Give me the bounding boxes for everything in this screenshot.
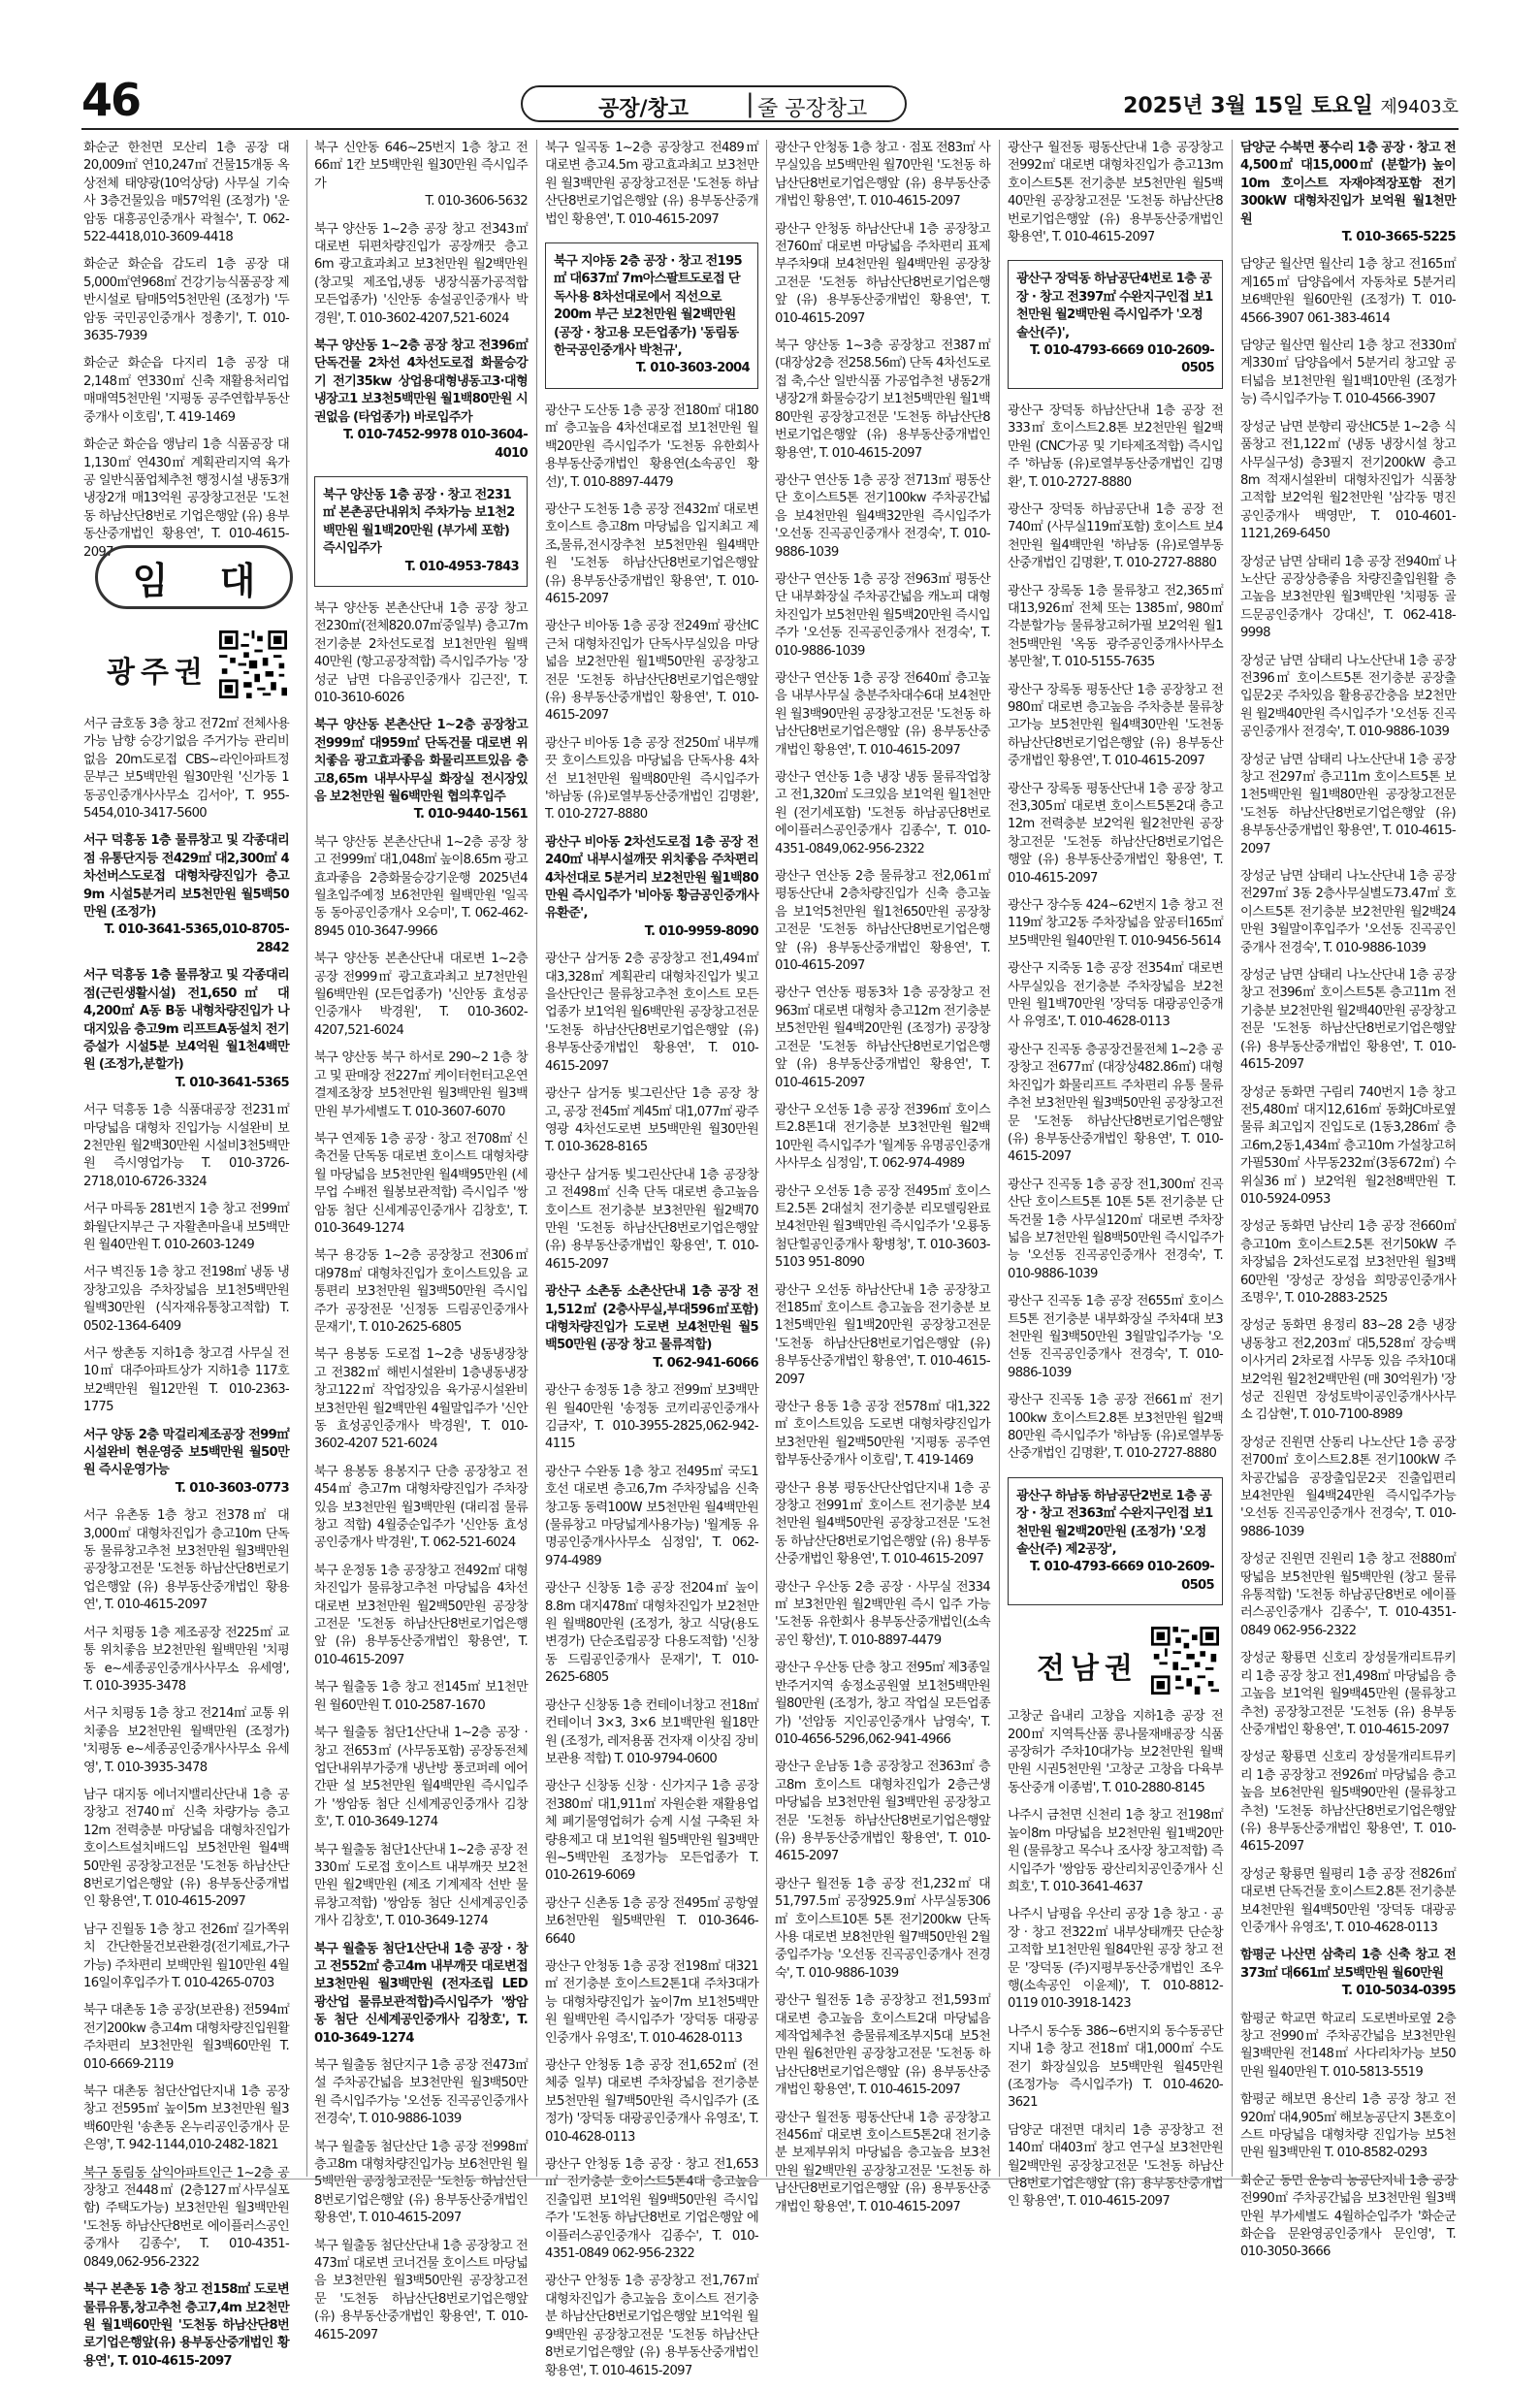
ad-phone: T. 062-941-6066 bbox=[653, 1355, 758, 1371]
classified-ad-bold bbox=[83, 1427, 289, 1499]
classified-ad: 광산구 장덕동 하남공단내 1층 공장 전740㎡ (사무실119㎡포함) 호이스트 보4천만원 월4백만원 '하남동 (유)로열부동산중개법인 김명환', T. 010-2727-8880 bbox=[1008, 501, 1223, 571]
classified-ad: 장성군 남면 분향리 광산IC5분 1~2층 식품창고 전1,122㎡ (냉동 냉장시설 창고 사무실구성) 층3필지 전기200kW 층고8m 적재시설완비 대형차진입가 식품창고적합 보2억원 월2천만원 '삼각동 명진공인중개사 백영만', T. 010-4601-1121,269-6450 bbox=[1240, 419, 1456, 542]
classified-ad: 장성군 황룡면 신호리 장성물개리트뮤키리 1층 공장창고 전926㎡ 마당넓음 층고높음 보6천만원 월5백90만원 (물류창고추천) '도천동 하남산단8번로기업은행앞 (유) 용부동산중개법인 황용연', T. 010-4615-2097 bbox=[1240, 1750, 1456, 1855]
classified-ad-bold bbox=[545, 1283, 758, 1373]
ad-text: 북구 양산동 1층 공장 · 창고 전231㎡ 본촌공단내위치 주차가능 보1천2백만원 월1백20만원 (부가세 포함) 즉시입주가 bbox=[323, 487, 515, 557]
classified-ad: 북구 월출동 첨단지구 1층 공장 전473㎡ 설 주차공간넓음 보3천만원 월3백50만원 즉시입주가능 '오선동 진곡공인중개사 전경숙', T. 010-9886-1039 bbox=[314, 2058, 528, 2127]
ad-text: 광산구 소촌동 소촌산단내 1층 공장 전1,512㎡ (2층사무실,부대596㎡포함) 대형차량진입가 도로변 보4천만원 월5백50만원 (공장 창고 물류적합) bbox=[545, 1284, 758, 1353]
boxed-ad bbox=[1008, 1477, 1223, 1605]
classified-ad: 광산구 비아동 1층 공장 전249㎡ 광산IC근처 대형차진입가 단독사무실있음 마당넓음 보2천만원 월1백50만원 공장창고전문 '도천동 하남산단8번로기업은행앞 (유) 용부동산중개법인 황용연', T. 010-4615-2097 bbox=[545, 619, 758, 724]
issue-date bbox=[1123, 89, 1459, 119]
classified-ad: 함평군 학교면 학교리 도로변바로옆 2층 창고 전990㎡ 주차공간넓음 보3천만원 월3백만원 전148㎡ 사다리차가능 보50만원 월40만원 T. 010-5813-5519 bbox=[1240, 2011, 1456, 2080]
ad-phone: T. 010-3641-5365 bbox=[175, 1075, 289, 1090]
classified-ad: 북구 대촌동 첨단산업단지내 1층 공장창고 전595㎡ 높이5m 보3천만원 월3백60만원 '송촌동 온누리공인중개사 문은영', T. 942-1144,010-2482-1821 bbox=[83, 2084, 289, 2153]
classified-ad: 광산구 연산동 1층 공장 전963㎡ 평동산단 내부화장실 주차공간넓음 캐노피 대형차진입가 보5천만원 월5백20만원 즉시입주가 '오선동 진곡공인중개사 전경숙', T. 010-9886-1039 bbox=[775, 571, 990, 659]
classified-ad: 광산구 월전동 평동산단내 1층 공장창고 전456㎡ 대로변 호이스트5톤2대 전기충분 보제부위치 마당넓음 층고높음 보3천만원 월2백만원 공장창고전문 '도천동 하남산단8번로기업은행앞 (유) 용부동산중개법인 황용연', T. 010-4615-2097 bbox=[775, 2110, 990, 2214]
classified-ad-bold bbox=[314, 338, 528, 463]
page-number: 46 bbox=[81, 74, 141, 126]
classified-ad: 광산구 용동 1층 공장 전578㎡ 대1,322㎡ 호이스트있음 도로변 대형차량진입가 보3천만원 월2백50만원 '지평동 공주연합부동산중개사 이호림', T. 419-1469 bbox=[775, 1400, 990, 1469]
ad-phone: T. 010-3641-5365,010-8705-2842 bbox=[104, 922, 289, 955]
classified-ad: 장성군 동화면 구림리 740번지 1층 창고 전5,480㎡ 대지12,616㎡ 동화JC바로옆 물류 최고입지 진입도로 (1동3,286㎡ 층고6m,2동1,434㎡ 층고10m 가설창고허가필530㎡ 사무동232㎡(3동672㎡) 수위실36㎡) 보2억원 월2천8백만원 T. 010-5924-0953 bbox=[1240, 1084, 1456, 1207]
classified-ad-bold: 북구 월출동 첨단1산단내 1층 공장 · 창고 전552㎡ 층고4m 내부깨끗 대로변접 보3천만원 월3백만원 (전자조립 LED 광산업 물류보관적합)즉시입주가 '쌍암동 첨단 신세계공인중개사 김창호', T. 010-3649-1274 bbox=[314, 1941, 528, 2046]
classified-ad: 화순군 화순읍 앵남리 1층 식품공장 대1,130㎡ 연430㎡ 계획관리지역 육가공 일반식품업체추천 행정시설 냉동3개 냉장2개 매13억원 공장창고전문 '도천동 하남산단8번로 기업은행앞 (유) 용부동산중개법인 황용연', T. 010-4615-2097 bbox=[83, 437, 289, 560]
classified-ad: 북구 연제동 1층 공장 · 창고 전708㎡ 신축건물 단독동 대로변 호이스트 대형차량 월 마당넓음 보5천만원 월4백95만원 (세무업 수배전 월봉보관적합) 즉시입주 '쌍암동 첨단 신세계공인중개사 김창호', T. 010-3649-1274 bbox=[314, 1131, 528, 1236]
classified-ad: 나주시 금천면 신천리 1층 창고 전198㎡ 높이8m 마당넓음 보2천만원 월1백20만원 (물류창고 목수나 조사장 창고적합) 즉시입주가 '쌍암동 광산리치공인중개사 신희호', T. 010-3641-4637 bbox=[1008, 1808, 1223, 1894]
classified-ad: 북구 월출동 첨단산단내 1층 공장창고 전473㎡ 대로변 코너건물 호이스트 마당넓음 보3천만원 월3백50만원 공장창고전문 '도천동 하남산단8번로기업은행앞 (유) 용부동산중개법인 황용연', T. 010-4615-2097 bbox=[314, 2238, 528, 2342]
classified-ad-bold bbox=[1240, 1947, 1456, 2000]
classified-ad: 서구 쌍촌동 지하1층 창고겸 사무실 전10㎡ 대주아파트상가 지하1층 117호 보2백만원 월12만원 T. 010-2363-1775 bbox=[83, 1346, 289, 1415]
classified-ad: 장성군 남면 삼태리 1층 공장 전940㎡ 나노산단 공장상층좋음 차량진출입원활 층고높음 보3천만원 월3백만원 '치평동 골드문공인중개사 강대신', T. 062-418-9998 bbox=[1240, 554, 1456, 641]
classified-ad: 장성군 황룡면 신호리 장성물개리트뮤키리 1층 공장 창고 전1,498㎡ 마당넓음 층고높음 보1억원 월9백45만원 (물류창고추천) 공장창고전문 '도천동 (유) 용부동산중개법인 황용연', T. 010-4615-2097 bbox=[1240, 1651, 1456, 1737]
classified-ad: 서구 금호동 3층 창고 전72㎡ 전체사용가능 남향 승강기없음 주거가능 관리비없음 20m도로접 CBS~라인아파트정문부근 보5백만원 월30만원 '신가동 1동공인중개사사무소 김서아', T. 955-5454,010-3417-5600 bbox=[83, 717, 289, 822]
classified-ad: 광산구 비아동 1층 공장 전250㎡ 내부깨끗 호이스트있음 마당넓음 단독사용 4차선 보1천만원 월백80만원 즉시입주가 '하남동 (유)로열부동산중개법인 김명환', T. 010-2727-8880 bbox=[545, 735, 758, 823]
region-heading-jeonnam: 전남권 bbox=[1037, 1652, 1139, 1687]
classified-ad: 북구 용봉동 용봉지구 단층 공장창고 전454㎡ 층고7m 대형차량진입가 주차장있음 보3천만원 월3백만원 (대리점 물류창고 적합) 4월중순입주가 '신안동 효성공인중개사 박경원', T. 062-521-6024 bbox=[314, 1464, 528, 1551]
classified-ad: 광산구 연산동 1층 냉장 냉동 물류작업창고 전1,320㎡ 도크있음 보1억원 월1천만원 (전기세포함) '도천동 하남공단8번로 에이플러스공인중개사 김종수', T. 010-4351-0849,062-956-2322 bbox=[775, 770, 990, 856]
boxed-ad bbox=[1008, 260, 1223, 388]
classified-ad: 북구 월출동 1층 창고 전145㎡ 보1천만원 월60만원 T. 010-2587-1670 bbox=[314, 1680, 528, 1713]
classified-ad: 남구 진월동 1층 창고 전26㎡ 길가쪽위치 간단한물건보관환경(전기제료,가구가능) 주차편리 보백만원 월10만원 4월16일이후입주가 T. 010-4265-0703 bbox=[83, 1922, 289, 1990]
classified-ad: 광산구 안청동 하남산단내 1층 공장창고 전760㎡ 대로변 마당넓음 주차편리 표제부주차9대 보4천만원 월4백만원 공장창고전문 '도천동 하남산단8번로기업은행앞 (유) 용부동산중개법인 황용연', T. 010-4615-2097 bbox=[775, 221, 990, 326]
ad-column-1b bbox=[83, 716, 289, 2380]
section-title: 공장/창고 bbox=[598, 97, 690, 121]
rent-section-badge: 임 대 bbox=[95, 545, 293, 609]
classified-ad: 광산구 장록동 평동산단내 1층 공장 창고 전3,305㎡ 대로변 호이스트5톤2대 층고12m 전력충분 보2억원 월2천만원 공장창고전문 '도천동 하남산단8번로기업은행앞 (유) 용부동산중개법인 황용연', T. 010-4615-2097 bbox=[1008, 781, 1223, 886]
classified-ad: 북구 대촌동 1층 공장(보관용) 전594㎡ 전기200kw 층고4m 대형차량진입원활 주차편리 보3천만원 월3백60만원 T. 010-6669-2119 bbox=[83, 2003, 289, 2072]
ad-text: 서구 덕흥동 1층 물류창고 및 각종대리점(근린생활시설) 전1,650㎡ 대4,200㎡ A동 B동 내형차량진입가 나대지있음 층고9m 리프트A동설치 전기증설가 시설5분 보4억원 월1천4백만원 (조정가,분할가) bbox=[83, 968, 289, 1073]
ad-column-3 bbox=[545, 140, 758, 2390]
classified-ad: 서구 치평동 1층 제조공장 전225㎡ 교통 위치좋음 보2천만원 월백만원 '치평동 e~세종공인중개사사무소 유세영', T. 010-3935-3478 bbox=[83, 1625, 289, 1694]
ad-text: 담양군 수북면 풍수리 1층 공장 · 창고 전4,500㎡ 대15,000㎡ (분할가) 높이10m 호이스트 자재야적장포함 전기300kW 대형차진입가 보억원 월1천만원 bbox=[1240, 141, 1456, 227]
classified-ad: 장성군 남면 삼태리 나노산단내 1층 공장 전297㎡ 3동 2층사무실별도73.47㎡ 호이스트5톤 전기충분 보2천만원 월2백24만원 3월말이후입주가 '오선동 진곡공인중개사 전경숙', T. 010-9886-1039 bbox=[1240, 869, 1456, 955]
classified-ad: 광산구 진곡동 1층 공장 전661㎡ 전기100kw 호이스트2.8톤 보3천만원 월2백80만원 즉시입주가 '하남동 (유)로열부동산중개법인 김명환', T. 010-2727-8880 bbox=[1008, 1393, 1223, 1462]
classified-ad: 화순군 한천면 모산리 1층 공장 대20,009㎡ 연10,247㎡ 건물15개동 옥상전체 태양광(10억상당) 사무실 기숙사 3층건물있음 매57억원 (조정가) '운암동 대흥공인중개사 곽철수', T. 062-522-4418,010-3609-4418 bbox=[83, 141, 289, 245]
ad-text: 서구 덕흥동 1층 물류창고 및 각종대리점 유통단지등 전429㎡ 대2,300㎡ 4차선버스도로접 대형차량진입가 층고9m 시설5분거리 보5천만원 월5백50만원 (조정가) bbox=[83, 833, 289, 920]
classified-ad-bold bbox=[1240, 140, 1456, 246]
boxed-ad bbox=[314, 476, 528, 587]
classified-ad: 광산구 용봉 평동산단산업단지내 1층 공장창고 전991㎡ 호이스트 전기충분 보4천만원 월4백50만원 공장창고전문 '도천동 하남산단8번로기업은행앞 (유) 용부동산중개법인 황용연', T. 010-4615-2097 bbox=[775, 1480, 990, 1567]
classified-ad: 북구 월출동 첨단1산단내 1~2층 공장 · 창고 전653㎡ (사무동포함) 공장동전체업단내위부가중개 냉난방 풍코퍼레 에어간판 설 보5천만원 월4백만원 즉시입주가 '쌍암동 첨단 신세계공인중개사 김창호', T. 010-3649-1274 bbox=[314, 1726, 528, 1830]
ad-phone: T. 010-4793-6669 010-2609-0505 bbox=[1029, 343, 1214, 376]
region-heading-gwangju: 광주권 bbox=[107, 656, 209, 690]
classified-ad: 광산구 오선동 1층 공장 전396㎡ 호이스트2.8톤1대 전기충분 보3천만원 월2백10만원 즉시입주가 '월계동 유명공인중개사사무소 심정임', T. 062-974-4989 bbox=[775, 1102, 990, 1172]
classified-ad: 북구 용강동 1~2층 공장창고 전306㎡ 대978㎡ 대형차진입가 호이스트있음 교통편리 보3천만원 월3백50만원 즉시입주가 공장전문 '신정동 드림공인중개사 문재기', T. 010-2625-6805 bbox=[314, 1248, 528, 1335]
classified-ad: 광산구 연산동 1층 공장 전713㎡ 평동산단 호이스트5톤 전기100kw 주차공간넓음 보4천만원 월4백32만원 즉시입주가 '오선동 진곡공인중개사 전경숙', T. 010-9886-1039 bbox=[775, 472, 990, 560]
classified-ad: 광산구 송정동 1층 창고 전99㎡ 보3백만원 월40만원 '송정동 코끼리공인중개사 김금자', T. 010-3955-2825,062-942-4115 bbox=[545, 1383, 758, 1452]
classified-ad: 광산구 안청동 1층 공장 전1,652㎡ (전체중 일부) 대로변 주차장넓음 전기충분 보5천만원 월7백50만원 즉시입주가 (조정가) '장덕동 대광공인중개사 유영조', T. 010-4628-0113 bbox=[545, 2058, 758, 2145]
classified-ad: 고창군 읍내리 고창읍 지하1층 공장 전200㎡ 지역특산품 콩나물재배공장 식품공장허가 주차10대가능 보2천만원 월백만원 시권5천만원 '고창군 고창읍 다육부동산중개 이종범', T. 010-2880-8145 bbox=[1008, 1709, 1223, 1795]
classified-ad: 광산구 진곡동 1층 공장 전655㎡ 호이스트5톤 전기충분 내부화장실 주차4대 보3천만원 월3백50만원 3월말입주가능 '오선동 진곡공인중개사 전경숙', T. 010-9886-1039 bbox=[1008, 1294, 1223, 1380]
classified-ad: 화순군 동면 운농리 농공단지내 1층 공장 전990㎡ 주차공간넓음 보3천만원 월3백만원 부가세별도 4월하순입주가 '화순군 화순읍 문완영공인중개사 문인영', T. 010-3050-3666 bbox=[1240, 2173, 1456, 2260]
classified-ad: 광산구 월전동 1층 공장 전1,232㎡ 대51,797.5㎡ 공장925.9㎡ 사무실동306㎡ 호이스트10톤 5톤 전기200kw 단독사용 대로변 보8천만원 월7백50만원 2월중입주가능 '오선동 진곡공인중개사 전경숙', T. 010-9886-1039 bbox=[775, 1876, 990, 1981]
classified-ad: 담양군 월산면 월산리 1층 창고 전330㎡ 계330㎡ 담양읍에서 5분거리 창고앞 공터넓음 보1천만원 월1백10만원 (조정가능) 즉시입주가능 T. 010-4566-3907 bbox=[1240, 339, 1456, 407]
classified-ad: 서구 덕흥동 1층 식품대공장 전231㎡ 마당넓음 대형차 진입가능 시설완비 보2천만원 월2백30만원 시설비3천5백만원 즉시영업가능 T. 010-3726-2718,010-6726-3324 bbox=[83, 1103, 289, 1189]
ad-column-2 bbox=[314, 140, 528, 2354]
classified-ad: 북구 월출동 첨단산단 1층 공장 전998㎡ 층고8m 대형차량진입가능 보6천만원 월5백만원 공장창고전문 '도천동 하남산단8번로기업은행앞 (유) 용부동산중개법인 황용연', T. 010-4615-2097 bbox=[314, 2139, 528, 2226]
ad-phone: T. 010-3603-0773 bbox=[175, 1480, 289, 1496]
ad-text: 북구 양산동 1~2층 공장 창고 전396㎡ 단독건물 2차선 4차선도로접 화물승강기 전기35kw 상업용대형냉동고3·대형냉장고1 보3천5백만원 월1백80만원 시권없음 (타업종가) 바로입주가 bbox=[314, 339, 528, 425]
classified-ad: 광산구 신창동 신창 · 신가지구 1층 공장 전380㎡ 대1,911㎡ 자원순환 재활용업체 폐기물영업허가 승계 시설 구축된 차량용제고 대 보1억원 월5백만원 월3백만원~5백만원 조정가능 모든업종가 T. 010-2619-6069 bbox=[545, 1779, 758, 1884]
classified-ad: 광산구 삼거동 빛그린산단내 1층 공장창고 전498㎡ 신축 단독 대로변 층고높음 호이스트 전기충분 보3천만원 월2백70만원 '도천동 하남산단8번로기업은행앞 (유) 용부동산중개법인 황용연', T. 010-4615-2097 bbox=[545, 1167, 758, 1272]
classified-ad: 광산구 도산동 1층 공장 전180㎡ 대180㎡ 층고높음 4차선대로접 보1천만원 월백20만원 즉시입주가 '도천동 유한회사 용부동산중개법인 황용연(소속공인 황선)', T. 010-8897-4479 bbox=[545, 403, 758, 490]
classified-ad: 광산구 진곡동 1층 공장 전1,300㎡ 진곡산단 호이스트5톤 10톤 5톤 전기충분 단독건물 1층 사무실120㎡ 대로변 주차장넓음 보7천만원 월8백50만원 즉시입주가능 '오선동 진곡공인중개사 전경숙', T. 010-9886-1039 bbox=[1008, 1177, 1223, 1281]
ad-phone: T. 010-3606-5632 bbox=[425, 194, 528, 210]
column-divider bbox=[1232, 140, 1233, 2177]
classified-ad: 광산구 월전동 평동산단내 1층 공장창고 전992㎡ 대로변 대형차진입가 층고13m 호이스트5톤 전기충분 보5천만원 월5백40만원 공장창고전문 '도천동 하남산단8번로기업은행앞 (유) 용부동산중개법인 황용연', T. 010-4615-2097 bbox=[1008, 141, 1223, 245]
classified-ad: 광산구 오선동 1층 공장 전495㎡ 호이스트2.5톤 2대설치 전기충분 리모델링완료 보4천만원 월3백만원 즉시입주가 '오룡동 첨단힐공인중개사 황병청', T. 010-3603-5103 951-8090 bbox=[775, 1183, 990, 1271]
classified-ad: 남구 대지동 에너지밸리산단내 1층 공장창고 전740㎡ 신축 차량가능 층고12m 전력충분 마당넓음 대형차진입가 호이스트설치배드임 보5천만원 월4백50만원 공장창고전문 '도천동 하남산단8번로기업은행앞 (유) 용부동산중개법인 황용연', T. 010-4615-2097 bbox=[83, 1787, 289, 1910]
classified-ad: 광산구 장록동 평동산단 1층 공장창고 전980㎡ 대로변 층고높음 주차충분 물류창고가능 보5천만원 월4백30만원 '도천동 하남산단8번로기업은행앞 (유) 용부동산중개법인 황용연', T. 010-4615-2097 bbox=[1008, 682, 1223, 769]
classified-ad: 장성군 진원면 진원리 1층 창고 전880㎡ 땅넓음 보5천만원 월5백만원 (창고 물류 유통적합) '도천동 하남공단8번로 에이플러스공인중개사 김종수', T. 010-4351-0849 062-956-2322 bbox=[1240, 1552, 1456, 1638]
classified-ad-bold bbox=[545, 834, 758, 941]
classified-ad: 광산구 지죽동 1층 공장 전354㎡ 대로변 사무실있음 전기충분 주차장넓음 보2천만원 월1백70만원 '장덕동 대광공인중개사 유영조', T. 010-4628-0113 bbox=[1008, 961, 1223, 1030]
classified-ad: 북구 용봉동 도로접 1~2층 냉동냉장창고 전382㎡ 해빈시설완비 1층냉동냉장창고122㎡ 작업장있음 육가공시설완비 보3천만원 월2백만원 4월말입주가 '신안동 효성공인중개사 박경원', T. 010-3602-4207 521-6024 bbox=[314, 1347, 528, 1452]
classified-ad: 광산구 장덕동 하남산단내 1층 공장 전333㎡ 호이스트2.8톤 보2천만원 월2백만원 (CNC가공 및 기타제조적합) 즉시입주 '하남동 (유)로열부동산중개법인 김명환', T. 010-2727-8880 bbox=[1008, 403, 1223, 490]
classified-ad: 북구 양산동 1~2층 공장 창고 전343㎡ 대로변 뒤편차량진입가 공장깨끗 층고6m 광고효과최고 보3천만원 월2백만원 (창고및 제조업,냉동 냉장식품가공적합 모든업종가) '신안동 송설공인중개사 박경원', T. 010-3602-4207,521-6024 bbox=[314, 221, 528, 326]
classified-ad: 광산구 장록동 1층 물류창고 전2,365㎡ 대13,926㎡ 전체 또는 1385㎡, 980㎡ 각분할가능 물류창고허가필 보2억원 월1천5백만원 '옥동 광주공인중개사사무소 봉만철', T. 010-5155-7635 bbox=[1008, 583, 1223, 670]
classified-ad: 서구 벽진동 1층 창고 전198㎡ 냉동 냉장창고있음 주차장넓음 보1천5백만원 월백30만원 (식자재유통창고적합) T. 0502-1364-6409 bbox=[83, 1265, 289, 1334]
classified-ad: 장성군 황룡면 월평리 1층 공장 전826㎡ 대로변 단독건물 호이스트2.8톤 전기충분 보4천만원 월4백50만원 '장덕동 대광공인중개사 유영조', T. 010-4628-0113 bbox=[1240, 1866, 1456, 1935]
classified-ad: 서구 유촌동 1층 창고 전378㎡ 대3,000㎡ 대형차진입가 층고10m 단독동 물류창고추천 보3천만원 월3백만원 공장창고전문 '도천동 하남산단8번로기업은행앞 (유) 용부동산중개법인 황용연', T. 010-4615-2097 bbox=[83, 1508, 289, 1613]
ad-phone: T. 010-3665-5225 bbox=[1341, 230, 1456, 245]
ad-phone: T. 010-7452-9978 010-3604-4010 bbox=[342, 428, 528, 461]
ad-phone: T. 010-9959-8090 bbox=[644, 923, 758, 939]
boxed-ad bbox=[545, 242, 758, 389]
classified-ad: 장성군 동화면 용정리 83~28 2층 냉장냉동창고 전2,203㎡ 대5,528㎡ 장승백이사거리 2차로접 사무동 있음 주차10대 보2억원 월2천2백만원 (매 30억원가) '장성군 진원면 장성토박이공인중개사사무소 김삼현', T. 010-7100-8989 bbox=[1240, 1318, 1456, 1423]
classified-ad: 광산구 삼거동 빛그린산단 1층 공장 창고, 공장 전45㎡ 계45㎡ 대1,077㎡ 광주영광 4차선도로변 보5백만원 월30만원 T. 010-3628-8165 bbox=[545, 1086, 758, 1155]
classified-ad: 광산구 안청동 1층 공장창고 전1,767㎡ 대형차진입가 층고높음 호이스트 전기충분 하남산단8번로기업은행앞 보1억원 월9백만원 공장창고전문 '도천동 하남산단8번로기업은행앞 (유) 용부동산중개법인 황용연', T. 010-4615-2097 bbox=[545, 2274, 758, 2378]
classified-ad: 광산구 우산동 단층 창고 전95㎡ 제3종일반주거지역 송정소공원옆 보1천5백만원 월80만원 (조정가, 창고 작업실 모든업종가) '선암동 지인공인중개사 남영숙', T. 010-4656-5296,062-941-4966 bbox=[775, 1661, 990, 1747]
classified-ad: 광산구 삼거동 2층 공장창고 전1,494㎡ 대3,328㎡ 계획관리 대형차진입가 빛고을산단인근 물류창고추천 호이스트 모든업종가 보1억원 월6백만원 공장창고전문 '도천동 하남산단8번로기업은행앞 (유) 용부동산중개법인 황용연', T. 010-4615-2097 bbox=[545, 952, 758, 1074]
issue-number: 제9403호 bbox=[1380, 97, 1459, 117]
classified-ad: 광산구 연산동 2층 물류창고 전2,061㎡ 평동산단내 2층차량진입가 신축 층고높음 보1억5천만원 월1천650만원 공장창고전문 '도천동 하남산단8번로기업은행앞 (유) 용부동산중개법인 황용연', T. 010-4615-2097 bbox=[775, 869, 990, 974]
date-text: 2025년 3월 15일 토요일 bbox=[1123, 94, 1373, 118]
classified-ad-bold bbox=[83, 967, 289, 1092]
classified-ad: 함평군 해보면 용산리 1층 공장 창고 전920㎡ 대4,905㎡ 해보농공단지 3톤호이스트 마당넓음 대형차량 진입가능 보5천만원 월3백만원 T. 010-8582-0293 bbox=[1240, 2092, 1456, 2161]
classified-ad-bold: 북구 본촌동 1층 창고 전158㎡ 도로변 물류유통,창고추천 층고7,4m 보2천만원 월1백60만원 '도천동 하남산단8번로기업은행앞(유) 용부동산중개법인 황용연', T. 010-4615-2097 bbox=[83, 2282, 289, 2369]
ad-text: 북구 양산동 본촌산단 1~2층 공장창고 전999㎡ 대959㎡ 단독건물 대로변 위치좋음 광고효과좋음 화물리프트있음 층고8,65m 내부사무실 화장실 전시장있음 보2천만원 월6백만원 협의후입주 bbox=[314, 718, 528, 804]
classified-ad: 광산구 우산동 2층 공장 · 사무실 전334㎡ 보3천만원 월2백만원 즉시 입주 가능 '도천동 유한회사 용부동산중개법인(소속공인 황선)', T. 010-8897-4479 bbox=[775, 1579, 990, 1648]
section-subtitle: 줄 공장창고 bbox=[757, 97, 868, 121]
classified-ad: 북구 양산동 본촌산단내 1층 공장 창고 전230㎡(전체820.07㎡중일부) 층고7m 전기충분 2차선도로접 보1천만원 월백40만원 (항고공장적합) 즉시입주가능 '장성군 남면 다음공인중개사 김근진', T. 010-3610-6026 bbox=[314, 600, 528, 705]
classified-ad: 북구 운정동 1층 공장창고 전492㎡ 대형차진입가 물류창고추천 마당넓음 4차선대로변 보3천만원 월2백50만원 공장창고전문 '도천동 하남산단8번로기업은행앞 (유) 용부동산중개법인 황용연', T. 010-4615-2097 bbox=[314, 1563, 528, 1667]
ad-text: 광산구 장덕동 하남공단4번로 1층 공장 · 창고 전397㎡ 수완지구인접 보1천만원 월2백만원 즉시입주가 '오정솔산(주)', bbox=[1016, 272, 1213, 340]
ad-phone: T. 010-4793-6669 010-2609-0505 bbox=[1029, 1560, 1214, 1593]
classified-ad-bold bbox=[83, 832, 289, 957]
classified-ad: 장성군 남면 삼태리 나노산단내 1층 공장창고 전297㎡ 층고11m 호이스트5톤 보1천5백만원 월1백80만원 공장창고전문 '도천동 하남산단8번로기업은행앞 (유) 용부동산중개법인 황용연', T. 010-4615-2097 bbox=[1240, 752, 1456, 856]
classified-ad: 광산구 오선동 하남산단내 1층 공장창고 전185㎡ 호이스트 층고높음 전기충분 보1천5백만원 월1백20만원 공장창고전문 '도천동 하남산단8번로기업은행앞 (유) 용부동산중개법인 황용연', T. 010-4615-2097 bbox=[775, 1282, 990, 1387]
qr-code-gwangju bbox=[219, 630, 287, 698]
classified-ad: 화순군 화순읍 다지리 1층 공장 대2,148㎡ 연330㎡ 신축 재활용처리업 매매역5천만원 '지평동 공주연합부동산중개사 이호림', T. 419-1469 bbox=[83, 356, 289, 425]
column-divider bbox=[306, 140, 307, 2177]
classified-ad: 광산구 연산동 1층 공장 전640㎡ 층고높음 내부사무실 충분주차대수6대 보4천만원 월3백90만원 공장창고전문 '도천동 하남산단8번로기업은행앞 (유) 용부동산중개법인 황용연', T. 010-4615-2097 bbox=[775, 670, 990, 758]
classified-ad: 광산구 신창동 1층 공장 전204㎡ 높이8.8m 대지478㎡ 대형차진입가 보2천만원 월백80만원 (조정가, 창고 식당(용도변경가) 단순조립공장 다용도적합) '신창동 드림공인중개사 문재기', T. 010-2625-6805 bbox=[545, 1581, 758, 1686]
section-label bbox=[521, 85, 907, 122]
classified-ad: 북구 월출동 첨단1산단내 1~2층 공장 전330㎡ 도로접 호이스트 내부깨끗 보2천만원 월2백만원 (제조 기계제작 선반 물류창고적합) '쌍암동 첨단 신세계공인중개사 김창호', T. 010-3649-1274 bbox=[314, 1842, 528, 1929]
ad-column-5 bbox=[1008, 140, 1223, 2221]
classified-ad: 북구 양산동 본촌산단내 1~2층 공장 창고 전999㎡ 대1,048㎡ 높이8.65m 광고효과좋음 2층화물승강기운행 2025년4월초입주예정 보6천만원 월백만원 '일곡동 동아공인중개사 오승미', T. 062-462-8945 010-3647-9966 bbox=[314, 834, 528, 939]
classified-ad: 장성군 진원면 산동리 나노산단 1층 공장 전700㎡ 호이스트2.8톤 전기100kW 주차공간넓음 공장출입문2곳 진출입편리 보4천만원 월4백24만원 즉시입주가능 '오선동 진곡공인중개사 전경숙', T. 010-9886-1039 bbox=[1240, 1435, 1456, 1539]
column-divider bbox=[766, 140, 767, 2177]
classified-ad: 광산구 수완동 1층 창고 전495㎡ 국도1호선 대로변 층고6,7m 주차장넓음 신축 창고동 동력100W 보5천만원 월4백만원 (물류창고 마당넓게사용가능) '월계동 유명공인중개사사무소 심정임', T. 062-974-4989 bbox=[545, 1464, 758, 1568]
footer-rule bbox=[81, 2179, 1459, 2180]
ad-phone: T. 010-3603-2004 bbox=[635, 361, 750, 376]
ad-text: 북구 지야동 2층 공장 · 창고 전195㎡ 대637㎡ 7m아스팔트도로접 단독사용 8차선대로에서 직선으로 200m 부근 보2천만원 월2백만원 (공장 · 창고용 모든업종가) '동림동 한국공인중개사 박천규', bbox=[554, 254, 742, 359]
classified-ad bbox=[314, 140, 528, 211]
classified-ad: 장성군 남면 삼태리 나노산단내 1층 공장창고 전396㎡ 호이스트5톤 층고11m 전기충분 보2천만원 월2백40만원 공장창고전문 '도천동 하남산단8번로기업은행앞 (유) 용부동산중개법인 황용연', T. 010-4615-2097 bbox=[1240, 968, 1456, 1073]
classified-ad: 광산구 연산동 평동3차 1층 공장창고 전963㎡ 대로변 대형차 층고12m 전기충분 보5천만원 월4백20만원 (조정가) 공장창고전문 '도천동 하남산단8번로기업은행앞 (유) 용부동산중개법인 황용연', T. 010-4615-2097 bbox=[775, 985, 990, 1090]
ad-column-6 bbox=[1240, 140, 1456, 2272]
classified-ad: 나주시 남평읍 우산리 공장 1층 창고 · 공장 · 창고 전322㎡ 내부상태깨끗 단순창고적합 보1천만원 월84만원 공장 창고 전문 '장덕동 (주)지평부동산중개법인 조우행(소속공인 이윤제)', T. 010-8812-0119 010-3918-1423 bbox=[1008, 1907, 1223, 2012]
ad-phone: T. 010-9440-1561 bbox=[413, 807, 528, 823]
classified-ad: 북구 양산동 본촌산단내 대로변 1~2층 공장 전999㎡ 광고효과최고 보7천만원 월6백만원 (모든업종가) '신안동 효성공인중개사 박경원', T. 010-3602-4207,521-6024 bbox=[314, 952, 528, 1038]
classified-ad: 광산구 안청동 1층 공장 전198㎡ 대321㎡ 전기충분 호이스트2톤1대 주차3대가능 대형차량진입가 높이7m 보1천5백만원 월백만원 즉시입주가 '장덕동 대광공인중개사 유영조', T. 010-4628-0113 bbox=[545, 1958, 758, 2046]
classified-ad: 서구 치평동 1층 창고 전214㎡ 교통 위치좋음 보2천만원 월백만원 (조정가) '치평동 e~세종공인중개사사무소 유세영', T. 010-3935-3478 bbox=[83, 1706, 289, 1775]
column-divider bbox=[536, 140, 537, 2177]
classified-ad: 광산구 진곡동 층공장건물전체 1~2층 공장창고 전677㎡ (대장상482.86㎡) 대형차진입가 화물리프트 주차편리 유통 물류추천 보3천만원 월3백50만원 공장창고전문 '도천동 하남산단8번로기업은행앞 (유) 용부동산중개법인 황용연', T. 010-4615-2097 bbox=[1008, 1042, 1223, 1165]
ad-phone: T. 010-5034-0395 bbox=[1341, 1984, 1456, 1999]
classified-ad: 장성군 동화면 남산리 1층 공장 전660㎡ 층고10m 호이스트2.5톤 전기50kW 주차장넓음 2차선도로접 보3천만원 월3백60만원 '장성군 장성읍 희망공인중개사 조명우', T. 010-2883-2525 bbox=[1240, 1219, 1456, 1306]
classified-ad: 광산구 안청동 1층 창고 · 점포 전83㎡ 사무실있음 보5백만원 월70만원 '도천동 하남산단8번로기업은행앞 (유) 용부동산중개법인 황용연', T. 010-4615-2097 bbox=[775, 141, 990, 210]
classified-ad: 광산구 신창동 1층 컨테이너창고 전18㎡ 컨테이너 3×3, 3×6 보1백만원 월18만원 (조정가, 레저용품 건자재 이삿짐 장비보관용 적합) T. 010-9794-0600 bbox=[545, 1697, 758, 1766]
classified-ad: 북구 양산동 북구 하서로 290~2 1층 창고 및 판매장 전227㎡ 케이터헌터고온연결제조창장 보5천만원 월3백만원 월3백만원 부가세별도 T. 010-3607-6070 bbox=[314, 1050, 528, 1119]
ad-column-1 bbox=[83, 140, 289, 571]
ad-text: 함평군 나산면 삼축리 1층 신축 창고 전373㎡ 대661㎡ 보5백만원 월60만원 bbox=[1240, 1948, 1456, 1981]
classified-ad-bold bbox=[314, 717, 528, 824]
classified-ad: 화순군 화순읍 감도리 1층 공장 대5,000㎡연968㎡ 건강기능식품공장 제반시설로 탐매5억5천만원 (조정가) '두암동 국민공인중개사 정총기', T. 010-3635-7939 bbox=[83, 257, 289, 344]
classified-ad: 북구 일곡동 1~2층 공장창고 전489㎡ 대로변 층고4.5m 광고효과최고 보3천만원 월3백만원 공장창고전문 '도천동 하남산단8번로기업은행앞 (유) 용부동산중개법인 황용연', T. 010-4615-2097 bbox=[545, 141, 758, 227]
section-separator: | bbox=[746, 89, 754, 118]
region-header-jeonnam bbox=[1008, 1619, 1223, 1708]
classified-ad: 광산구 도천동 1층 공장 전432㎡ 대로변 호이스트 층고8m 마당넓음 입지최고 제조,물류,전시장추천 보5천만원 월4백만원 '도천동 하남산단8번로기업은행앞 (유) 용부동산중개법인 황용연', T. 010-4615-2097 bbox=[545, 501, 758, 606]
classified-ad: 담양군 월산면 월산리 1층 창고 전165㎡ 계165㎡ 담양읍에서 자동차로 5분거리 보6백만원 월60만원 (조정가) T. 010-4566-3907 061-383-4614 bbox=[1240, 257, 1456, 326]
ad-text: 서구 양동 2층 막걸리제조공장 전99㎡ 시설완비 현운영중 보5백만원 월50만원 즉시운영가능 bbox=[83, 1427, 289, 1478]
classified-ad: 북구 양산동 1~3층 공장창고 전387㎡ (대장상2층 전258.56㎡) 단독 4차선도로접 축,수산 일반식품 가공업추천 냉동2개 냉장2개 화물승강기 보1천5백만원 월1백80만원 공장창고전문 '도천동 하남산단8번로기업은행앞 (유) 용부동산중개법인 황용연', T. 010-4615-2097 bbox=[775, 339, 990, 461]
header-rule bbox=[81, 128, 1459, 130]
classified-ad: 장성군 남면 삼태리 나노산단내 1층 공장 전396㎡ 호이스트5톤 전기충분 공장출입문2곳 주차있음 활용공간충음 보2천만원 월2백40만원 즉시입주가 '오선동 진곡공인중개사 전경숙', T. 010-9886-1039 bbox=[1240, 653, 1456, 740]
classified-ad: 북구 동림동 삼익아파트인근 1~2층 공장창고 전448㎡ (2층127㎡사무실포함) 주택도가능) 보3천만원 월3백만원 '도천동 하남산단8번로 에이플러스공인중개사 김종수', T. 010-4351-0849,062-956-2322 bbox=[83, 2165, 289, 2270]
ad-column-4 bbox=[775, 140, 990, 2226]
classified-ad: 광산구 월전동 1층 공장창고 전1,593㎡ 대로변 층고높음 호이스트2대 마당넓음 제작업체추천 층물류제조부지5대 보5천만원 월6천만원 공장창고전문 '도천동 하남산단8번로기업은행앞 (유) 용부동산중개법인 황용연', T. 010-4615-2097 bbox=[775, 1993, 990, 2098]
page-header bbox=[0, 0, 1540, 124]
ad-text: 북구 신안동 646~25번지 1층 창고 전66㎡ 1칸 보5백만원 월30만원 즉시입주가 bbox=[314, 141, 528, 191]
classified-ad: 광산구 신촌동 1층 공장 전495㎡ 공항옆 보6천만원 월5백만원 T. 010-3646-6640 bbox=[545, 1895, 758, 1947]
ad-phone: T. 010-4953-7843 bbox=[404, 559, 519, 574]
column-divider bbox=[999, 140, 1000, 2177]
classified-ad: 광산구 안청동 1층 공장 · 창고 전1,653㎡ 전기충분 호이스트5톤4대 층고높음 진출입편 보1억원 월9백50만원 즉시입주가 '도천동 하남단8번로 기업은행앞 에이플러스공인중개사 김종수', T. 010-4351-0849 062-956-2322 bbox=[545, 2157, 758, 2262]
classified-ad: 광산구 운남동 1층 공장창고 전363㎡ 층고8m 호이스트 대형차진입가 2층근생 마당넓음 보3천만원 월3백만원 공장창고전문 '도천동 하남산단8번로기업은행앞 (유) 용부동산중개법인 황용연', T. 010-4615-2097 bbox=[775, 1760, 990, 1864]
classified-ad: 광산구 장수동 424~62번지 1층 창고 전119㎡ 창고2동 주차장넓음 앞공터165㎡ 보5백만원 월40만원 T. 010-9456-5614 bbox=[1008, 898, 1223, 949]
classified-ad: 나주시 동수동 386~6번지외 동수동공단지내 1층 창고 전18㎡ 대1,000㎡ 수도 전기 화장실있음 보5백만원 월45만원 (조정가능 즉시입주가) T. 010-4620-3621 bbox=[1008, 2023, 1223, 2111]
ad-text: 광산구 비아동 2차선도로접 1층 공장 전240㎡ 내부시설깨끗 위치좋음 주차편리 4차선대로 5분거리 보2천만원 월1백80만원 즉시입주가 '비아동 황금공인중개사 유환준', bbox=[545, 834, 758, 921]
classified-ad: 서구 마륵동 281번지 1층 창고 전99㎡ 화월단지부근 구 자활촌마을내 보5백만원 월40만원 T. 010-2603-1249 bbox=[83, 1202, 289, 1252]
ad-text: 광산구 하남동 하남공단2번로 1층 공장 · 창고 전363㎡ 수완지구인접 보1천만원 월2백20만원 (조정가) '오정솔산(주) 제2공장', bbox=[1016, 1488, 1213, 1558]
classified-ad: 담양군 대전면 대치리 1층 공장창고 전140㎡ 대403㎡ 창고 연구실 보3천만원 월2백만원 공장창고전문 '도천동 하남산단8번로기업은행앞 (유) 용부동산중개법인 황용연', T. 010-4615-2097 bbox=[1008, 2122, 1223, 2210]
qr-code-jeonnam bbox=[1151, 1627, 1219, 1695]
